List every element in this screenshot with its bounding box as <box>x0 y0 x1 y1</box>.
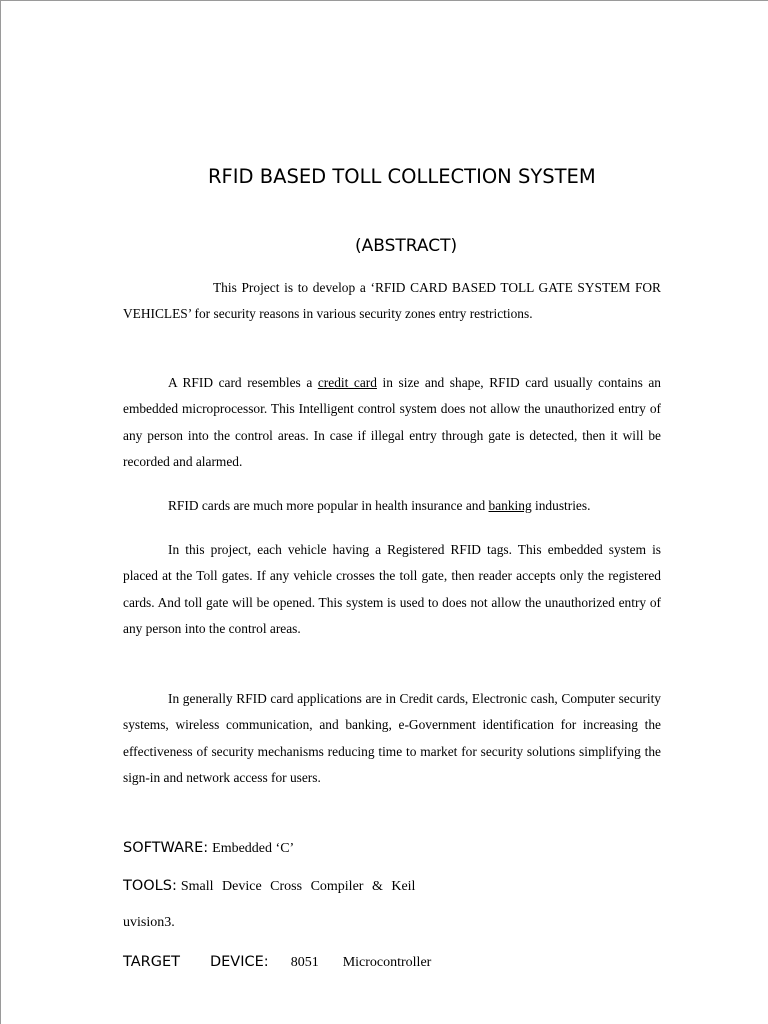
spec-software <box>123 839 294 857</box>
spec-tools-continued: uvision3. <box>123 915 175 930</box>
document-title: RFID BASED TOLL COLLECTION SYSTEM <box>208 165 596 188</box>
paragraph-text: RFID cards are much more popular in health insurance and <box>168 498 489 513</box>
paragraph-popularity <box>123 493 683 519</box>
target-label: TARGET <box>123 954 180 970</box>
spec-tools <box>123 877 415 895</box>
credit-card-link[interactable]: credit card <box>317 375 377 390</box>
tools-value: Small Device Cross Compiler & Keil <box>180 879 416 894</box>
paragraph-project: In this project, each vehicle having a Registered RFID tags. This embedded system is placed at the Toll gates. If any vehicle crosses the toll gate, then reader accepts only the registered cards. And toll gate will be opened. This system is used to does not allow the unauthorized entry of any person into the control areas. <box>123 542 661 637</box>
spec-target-device <box>123 953 431 971</box>
paragraph-applications: In generally RFID card applications are in Credit cards, Electronic cash, Computer security systems, wireless communication, and banking, e-Government identification for increasing the effectiveness of security mechanisms reducing time to market for security solutions simplifying the sign-in and network access for users. <box>123 691 661 786</box>
paragraph-text: in size and shape, RFID card usually contains an embedded microprocessor. This Intelligent control system does not allow the unauthorized entry of any person into the control areas. In case if illegal entry through gate is detected, then it will be recorded and alarmed. <box>123 375 662 470</box>
device-number: 8051 <box>290 955 319 970</box>
document-subtitle: (ABSTRACT) <box>355 236 458 256</box>
banking-link[interactable]: banking <box>488 498 532 513</box>
paragraph-rfid-card <box>123 370 661 476</box>
paragraph-text: A RFID card resembles a <box>168 375 318 390</box>
device-label: DEVICE: <box>209 954 269 970</box>
tools-label: TOOLS: <box>123 878 177 894</box>
software-value: Embedded ‘C’ <box>212 841 295 856</box>
device-value: Microcontroller <box>342 955 432 970</box>
software-label: SOFTWARE: <box>123 840 209 856</box>
paragraph-text: industries. <box>531 498 591 513</box>
paragraph-intro: This Project is to develop a ‘RFID CARD BASED TOLL GATE SYSTEM FOR VEHICLES’ for security reasons in various security zones entry restrictions. <box>123 280 661 322</box>
